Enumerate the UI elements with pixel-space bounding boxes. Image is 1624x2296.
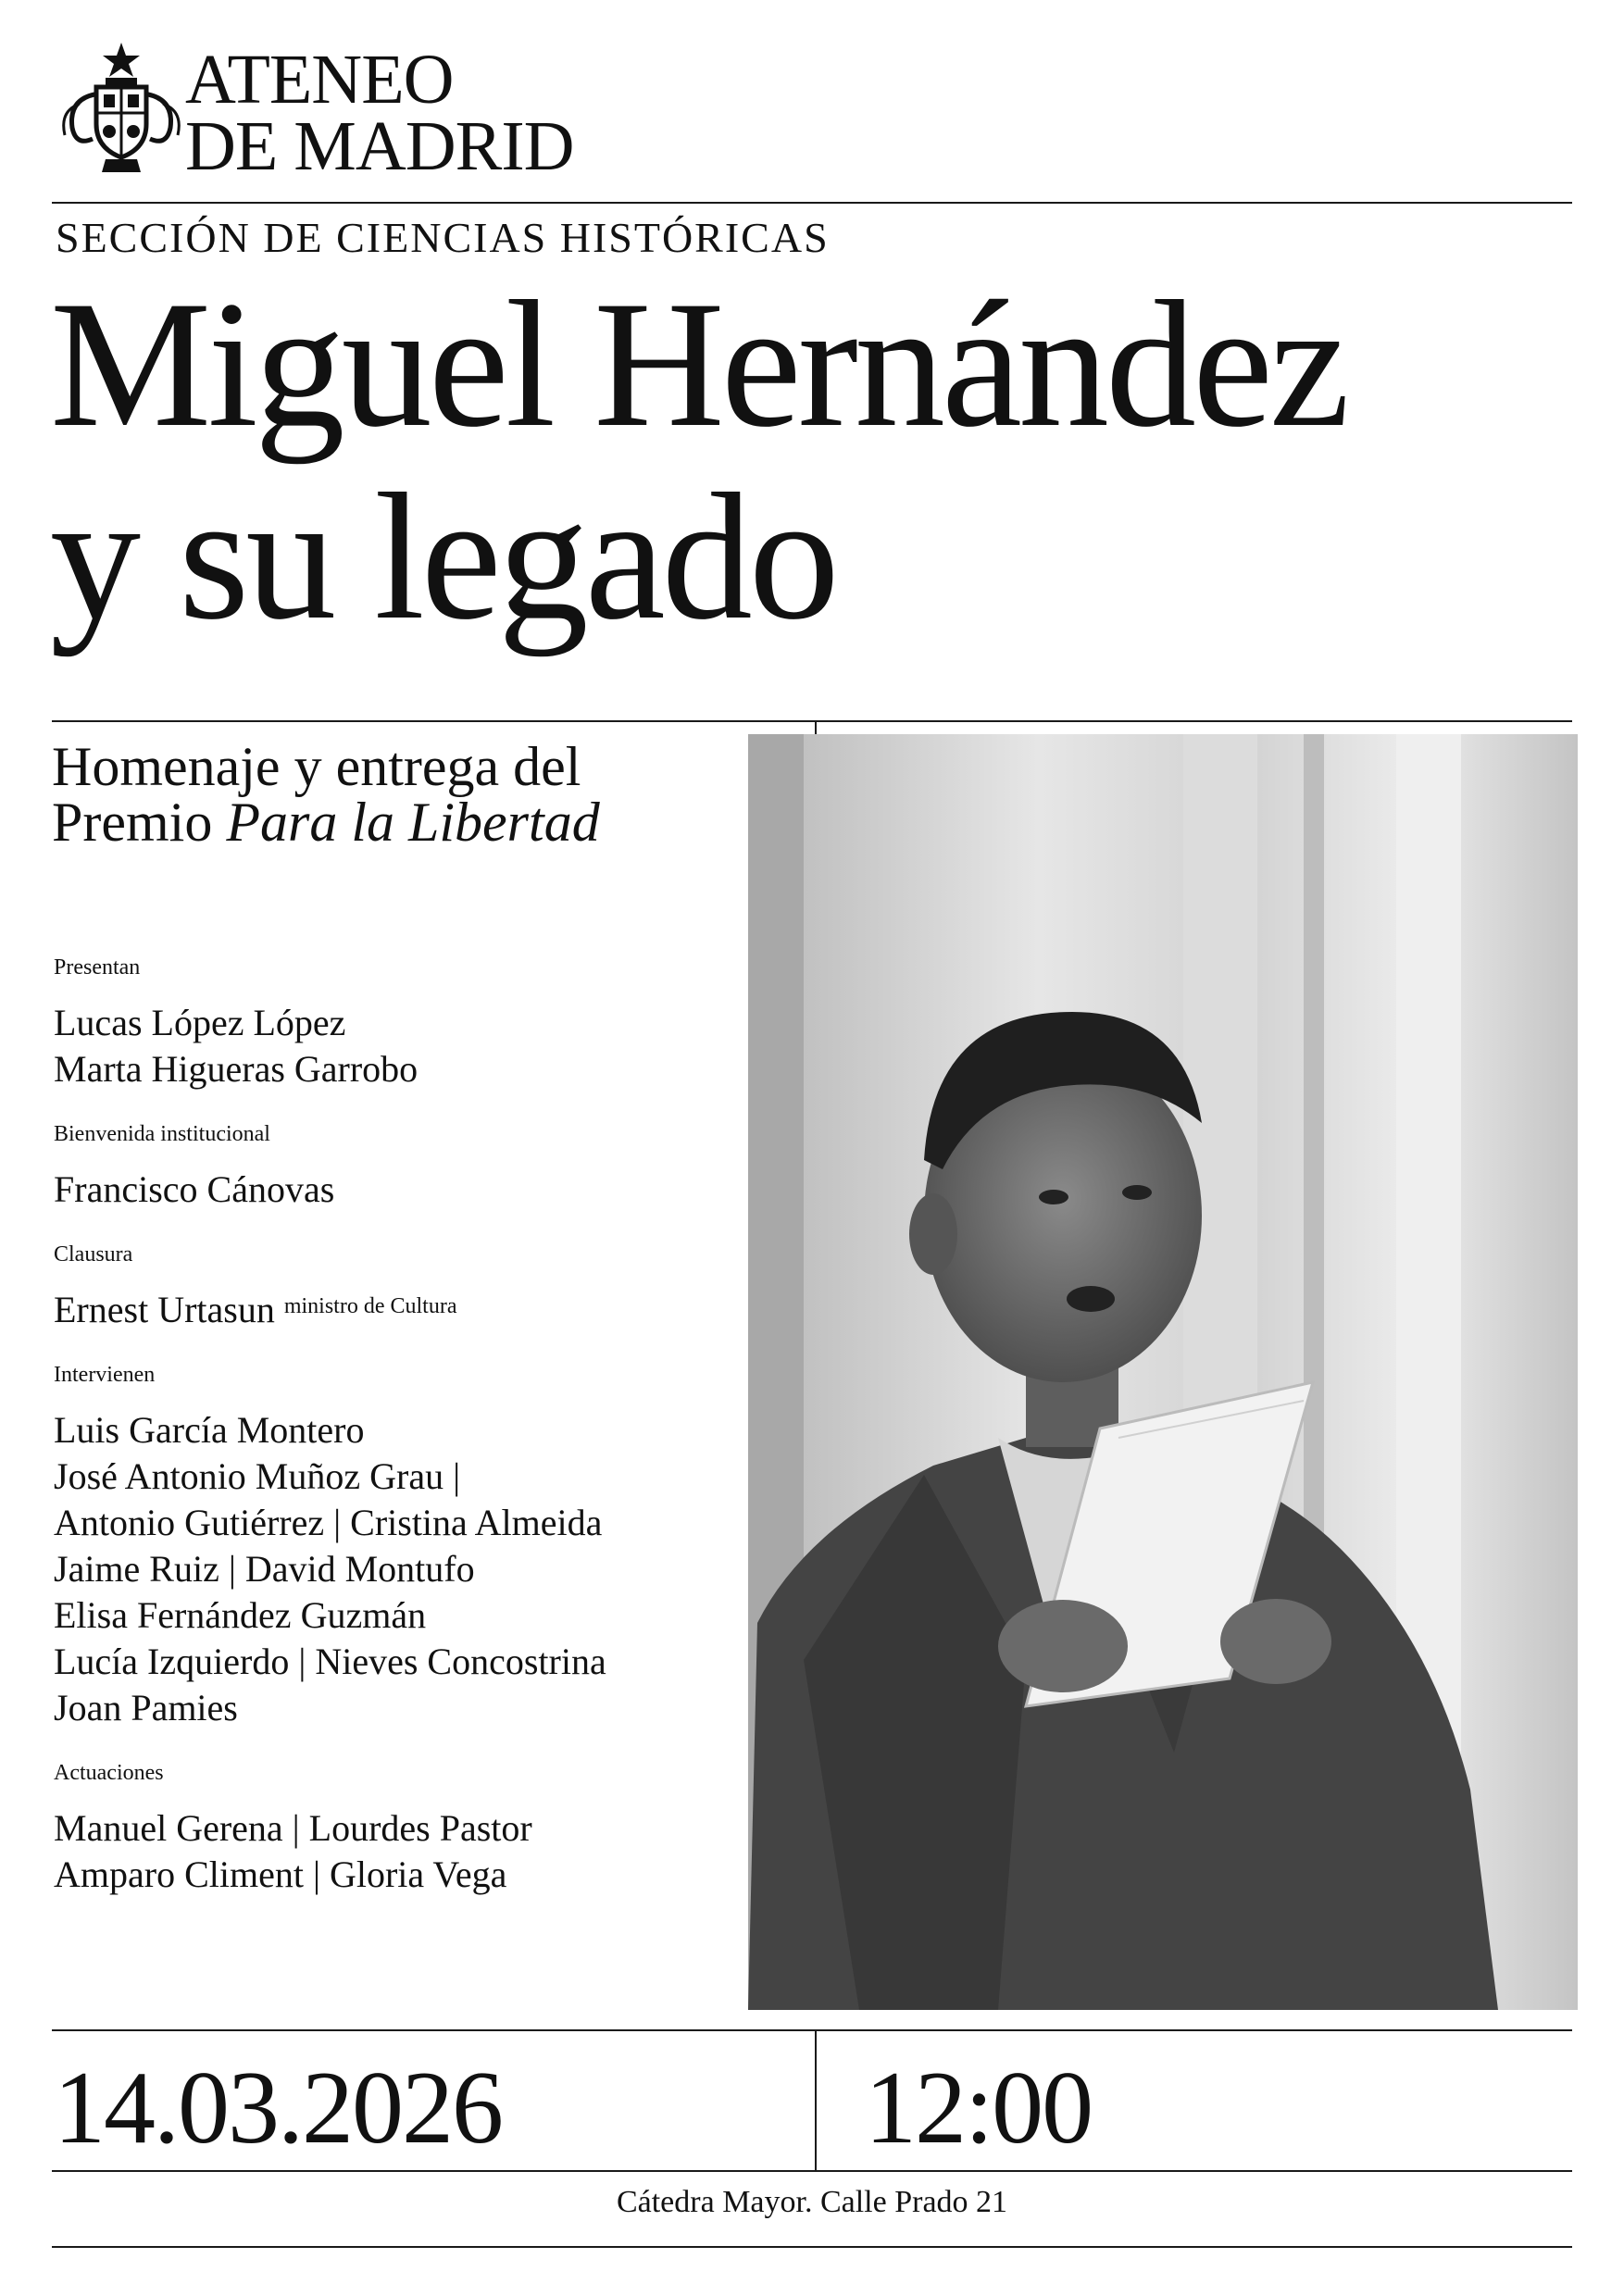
person-name: Luis García Montero [54,1409,365,1451]
person-name: Manuel Gerena | Lourdes Pastor [54,1807,532,1849]
event-date: 14.03.2026 [54,2051,502,2165]
person-name: José Antonio Muñoz Grau | [54,1455,461,1497]
venue-top-divider [52,2170,1572,2172]
bottom-divider [52,2246,1572,2248]
person-name: Marta Higueras Garrobo [54,1048,418,1090]
person-name: Joan Pamies [54,1687,238,1728]
person-name: Francisco Cánovas [54,1168,335,1210]
subtitle-line-1: Homenaje y entrega del [52,736,581,797]
top-divider [52,202,1572,204]
group-intervienen [54,1361,757,1731]
group-clausura [54,1241,757,1333]
group-names [54,1000,757,1092]
date-time-separator [815,2029,817,2170]
portrait-photo [748,734,1578,2010]
person-name: Lucas López López [54,1002,346,1043]
group-presentan [54,954,757,1092]
group-label: Intervienen [54,1363,156,1387]
person-name: Ernest Urtasun [54,1289,275,1330]
group-actuaciones [54,1759,757,1898]
group-label: Actuaciones [54,1761,164,1785]
group-label: Bienvenida institucional [54,1122,270,1146]
person-name: Antonio Gutiérrez | Cristina Almeida [54,1502,603,1543]
logo-line-2: DE MADRID [185,107,574,185]
person-name: Amparo Climent | Gloria Vega [54,1853,507,1895]
subtitle [52,736,600,853]
program-list [54,954,757,1926]
group-names [54,1407,757,1731]
person-with-role [54,1287,757,1333]
ateneo-emblem-icon [52,39,191,178]
ateneo-wordmark [185,41,574,185]
person-name: Jaime Ruiz | David Montufo [54,1548,475,1590]
date-top-divider [52,2029,1572,2031]
group-names [54,1167,757,1213]
middle-divider-tick [815,720,817,734]
event-venue: Cátedra Mayor. Calle Prado 21 [616,2185,1008,2219]
logo-line-1: ATENEO [185,41,454,119]
title-line-1: Miguel Hernández [50,264,1346,465]
middle-divider [52,720,1572,722]
group-label: Presentan [54,955,141,980]
group-names [54,1805,757,1898]
group-names [54,1287,757,1333]
title-line-2: y su legado [50,456,836,657]
event-time: 12:00 [865,2051,1093,2165]
subtitle-prefix: Premio [52,792,227,853]
person-role: ministro de Cultura [283,1294,457,1318]
person-name: Lucía Izquierdo | Nieves Concostrina [54,1641,606,1682]
group-label: Clausura [54,1242,133,1267]
page-title [50,264,1346,657]
subtitle-line-2 [52,792,600,853]
prize-name: Para la Libertad [226,792,600,853]
person-name: Elisa Fernández Guzmán [54,1594,427,1636]
section-label: SECCIÓN DE CIENCIAS HISTÓRICAS [56,214,830,261]
group-bienvenida [54,1120,757,1213]
